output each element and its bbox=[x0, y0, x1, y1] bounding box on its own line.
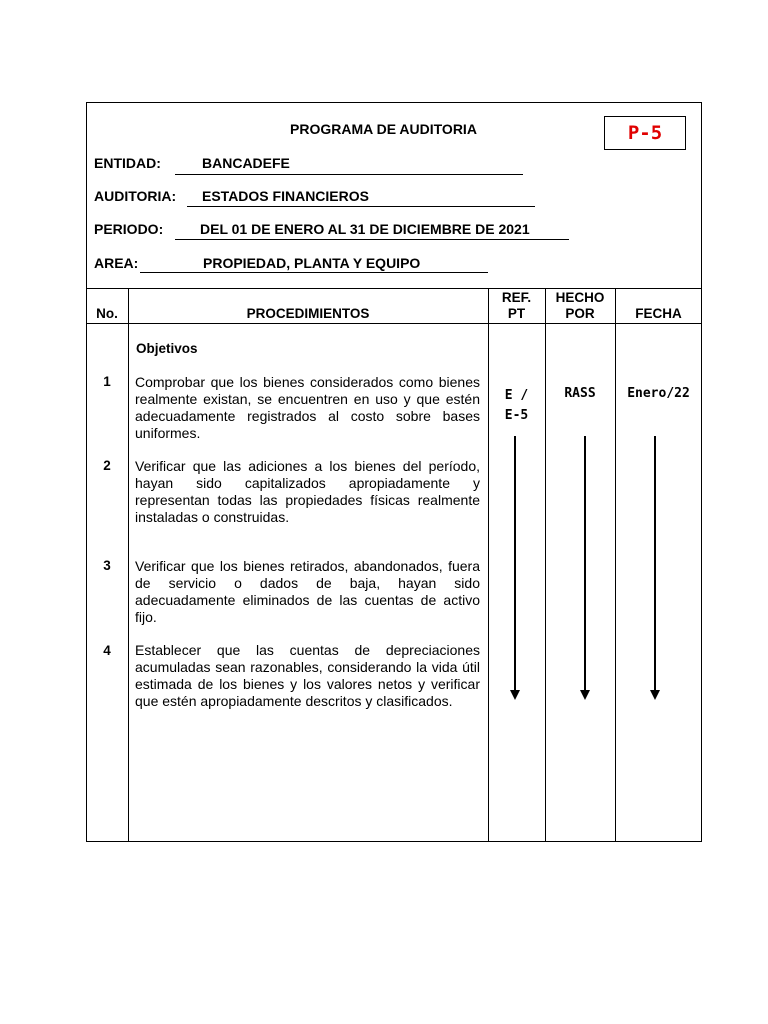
entidad-value: BANCADEFE bbox=[202, 155, 290, 171]
program-code: P-5 bbox=[604, 116, 686, 150]
col-divider-ref bbox=[545, 288, 546, 842]
col-header-ref-line1: REF. bbox=[501, 290, 532, 305]
procedure-number: 2 bbox=[103, 458, 111, 473]
area-value: PROPIEDAD, PLANTA Y EQUIPO bbox=[203, 255, 421, 271]
col-header-hecho-line2: POR bbox=[565, 306, 595, 321]
col-divider-no bbox=[128, 288, 129, 842]
fecha-value: Enero/22 bbox=[627, 386, 690, 401]
ref-value-line2: E-5 bbox=[504, 408, 529, 423]
program-title: PROGRAMA DE AUDITORIA bbox=[290, 121, 477, 137]
ref-value-line1: E / bbox=[504, 388, 529, 403]
table-top-line bbox=[86, 288, 702, 289]
col-divider-hecho bbox=[615, 288, 616, 842]
down-arrow-icon bbox=[510, 436, 520, 700]
down-arrow-icon bbox=[650, 436, 660, 700]
area-label: AREA: bbox=[94, 255, 139, 271]
procedure-text: Comprobar que los bienes considerados como bienes realmente existan, se encuentren en uso y que estén adecuadamente registrados al costo sobre bases uniformes. bbox=[135, 374, 480, 441]
periodo-value: DEL 01 DE ENERO AL 31 DE DICIEMBRE DE 2021 bbox=[200, 221, 530, 237]
col-header-hecho bbox=[545, 290, 615, 322]
col-header-no: No. bbox=[96, 306, 118, 321]
down-arrow-icon bbox=[580, 436, 590, 700]
area-underline bbox=[140, 272, 488, 273]
table-header-bottom-line bbox=[86, 323, 702, 324]
auditoria-underline bbox=[187, 206, 535, 207]
procedure-text: Establecer que las cuentas de depreciaciones acumuladas sean razonables, considerando la vida útil estimada de los bienes y los valores netos y verificar que estén apropiadamente descritos y clasificados. bbox=[135, 642, 480, 709]
procedure-number: 3 bbox=[103, 558, 111, 573]
procedure-number: 4 bbox=[103, 643, 111, 658]
objetivos-heading: Objetivos bbox=[136, 341, 198, 356]
col-header-procedimientos: PROCEDIMIENTOS bbox=[246, 306, 370, 321]
procedure-number: 1 bbox=[103, 374, 111, 389]
auditoria-value: ESTADOS FINANCIEROS bbox=[202, 188, 369, 204]
ref-value bbox=[488, 386, 545, 426]
col-header-ref bbox=[488, 290, 545, 322]
col-header-fecha: FECHA bbox=[635, 306, 682, 321]
col-divider-proc bbox=[488, 288, 489, 842]
col-header-hecho-line1: HECHO bbox=[555, 290, 605, 305]
periodo-underline bbox=[175, 239, 569, 240]
procedure-text: Verificar que las adiciones a los bienes del período, hayan sido capitalizados apropiadamente y representan todas las propiedades físicas realmente instaladas o construidas. bbox=[135, 458, 480, 525]
col-header-ref-line2: PT bbox=[507, 306, 526, 321]
entidad-underline bbox=[175, 174, 523, 175]
entidad-label: ENTIDAD: bbox=[94, 155, 161, 171]
auditoria-label: AUDITORIA: bbox=[94, 188, 177, 204]
procedure-text: Verificar que los bienes retirados, abandonados, fuera de servicio o dados de baja, hayan sido adecuadamente eliminados de las cuentas de activo fijo. bbox=[135, 558, 480, 625]
periodo-label: PERIODO: bbox=[94, 221, 164, 237]
hecho-value: RASS bbox=[564, 386, 596, 401]
